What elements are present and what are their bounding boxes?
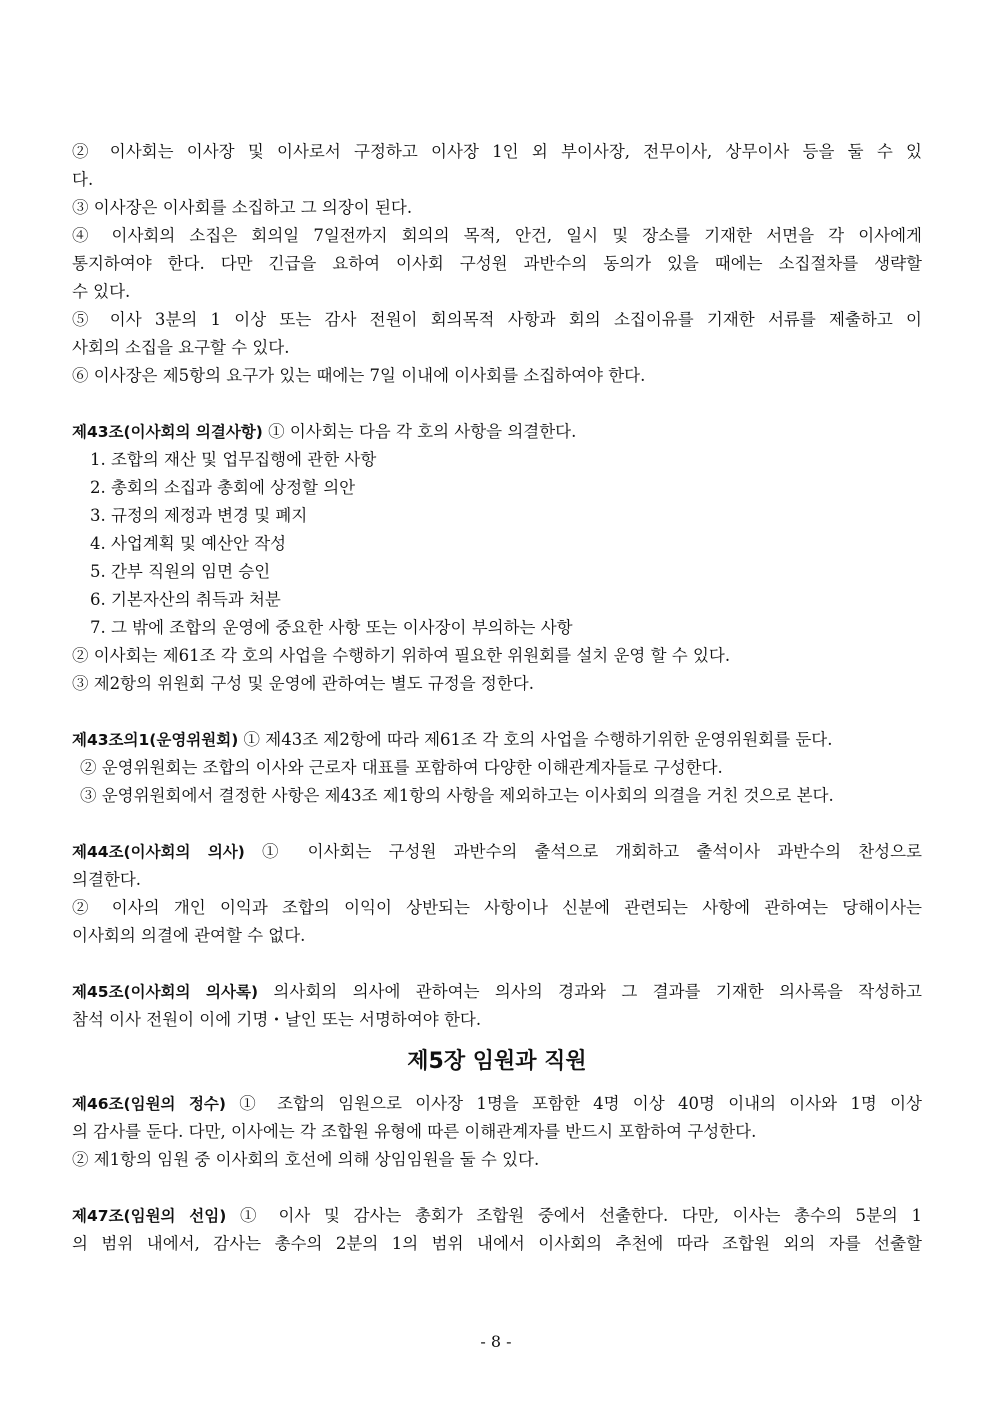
article-44 xyxy=(72,838,922,866)
para-line: ③ 운영위원회에서 결정한 사항은 제43조 제1항의 사항을 제외하고는 이사회의 의결을 거친 것으로 본다. xyxy=(80,786,834,805)
para-line: ③ 이사장은 이사회를 소집하고 그 의장이 된다. xyxy=(72,198,413,217)
para-line: ② 이사회는 이사장 및 이사로서 구정하고 이사장 1인 외 부이사장, 전무이사, 상무이사 등을 둘 수 있 xyxy=(72,142,922,161)
para-line: 통지하여야 한다. 다만 긴급을 요하여 이사회 구성원 과반수의 동의가 있을 때에는 소집절차를 생략할 xyxy=(72,254,922,273)
para-line: 의결한다. xyxy=(72,870,142,889)
document-body xyxy=(72,138,922,1258)
para-line: ② 이사회는 제61조 각 호의 사업을 수행하기 위하여 필요한 위원회를 설치 운영 할 수 있다. xyxy=(72,646,731,665)
para-line: ③ 제2항의 위원회 구성 및 운영에 관하여는 별도 규정을 정한다. xyxy=(72,674,534,693)
para-line: 이사회의 의결에 관여할 수 없다. xyxy=(72,926,306,945)
para-line: 수 있다. xyxy=(72,282,131,301)
article-title: 제46조(임원의 정수) xyxy=(72,1095,226,1113)
para-line: 의 범위 내에서, 감사는 총수의 2분의 1의 범위 내에서 이사회의 추천에 따라 조합원 외의 자를 선출할 xyxy=(72,1234,922,1253)
article-text: ① 조합의 임원으로 이사장 1명을 포함한 4명 이상 40명 이내의 이사와 1명 이상 xyxy=(225,1094,922,1113)
article-text: ① 이사회는 다음 각 호의 사항을 의결한다. xyxy=(262,422,577,441)
para-line: ⑥ 이사장은 제5항의 요구가 있는 때에는 7일 이내에 이사회를 소집하여야 한다. xyxy=(72,366,646,385)
list-item: 1. 조합의 재산 및 업무집행에 관한 사항 xyxy=(90,450,377,469)
article-title: 제45조(이사회의 의사록) xyxy=(72,983,259,1001)
para-line: ② 이사의 개인 이익과 조합의 이익이 상반되는 사항이나 신분에 관련되는 사항에 관하여는 당해이사는 xyxy=(72,898,922,917)
article-text: ① 이사회는 구성원 과반수의 출석으로 개회하고 출석이사 과반수의 찬성으로 xyxy=(244,842,922,861)
article-text: ① 이사 및 감사는 총회가 조합원 중에서 선출한다. 다만, 이사는 총수의 5분의 1 xyxy=(226,1206,922,1225)
article-47 xyxy=(72,1202,922,1230)
article-46 xyxy=(72,1090,922,1118)
article-45 xyxy=(72,978,922,1006)
list-item: 2. 총회의 소집과 총회에 상정할 의안 xyxy=(90,478,356,497)
article-title: 제43조의1(운영위원회) xyxy=(72,731,239,749)
para-line: 다. xyxy=(72,170,94,189)
page-number: - 8 - xyxy=(480,1332,512,1351)
article-43-1 xyxy=(72,726,922,754)
list-item: 6. 기본자산의 취득과 처분 xyxy=(90,590,281,609)
para-line: ② 제1항의 임원 중 이사회의 호선에 의해 상임임원을 둘 수 있다. xyxy=(72,1150,540,1169)
article-43 xyxy=(72,418,922,446)
para-line: ② 운영위원회는 조합의 이사와 근로자 대표를 포함하여 다양한 이해관계자들로 구성한다. xyxy=(80,758,723,777)
list-item: 5. 간부 직원의 임면 승인 xyxy=(90,562,271,581)
para-line: 의 감사를 둔다. 다만, 이사에는 각 조합원 유형에 따른 이해관계자를 반드시 포함하여 구성한다. xyxy=(72,1122,757,1141)
list-item: 7. 그 밖에 조합의 운영에 중요한 사항 또는 이사장이 부의하는 사항 xyxy=(90,618,573,637)
article-text: 의사회의 의사에 관하여는 의사의 경과와 그 결과를 기재한 의사록을 작성하고 xyxy=(258,982,922,1001)
list-item: 4. 사업계획 및 예산안 작성 xyxy=(90,534,287,553)
chapter-heading: 제5장 임원과 직원 xyxy=(407,1049,587,1074)
article-title: 제44조(이사회의 의사) xyxy=(72,843,245,861)
para-line: ⑤ 이사 3분의 1 이상 또는 감사 전원이 회의목적 사항과 회의 소집이유를 기재한 서류를 제출하고 이 xyxy=(72,310,922,329)
article-text: ① 제43조 제2항에 따라 제61조 각 호의 사업을 수행하기위한 운영위원회를 둔다. xyxy=(238,730,833,749)
para-line: ④ 이사회의 소집은 회의일 7일전까지 회의의 목적, 안건, 일시 및 장소를 기재한 서면을 각 이사에게 xyxy=(72,226,922,245)
para-line: 사회의 소집을 요구할 수 있다. xyxy=(72,338,290,357)
article-title: 제47조(임원의 선임) xyxy=(72,1207,227,1225)
list-item: 3. 규정의 제정과 변경 및 폐지 xyxy=(90,506,308,525)
article-title: 제43조(이사회의 의결사항) xyxy=(72,423,263,441)
para-line: 참석 이사 전원이 이에 기명・날인 또는 서명하여야 한다. xyxy=(72,1010,482,1029)
